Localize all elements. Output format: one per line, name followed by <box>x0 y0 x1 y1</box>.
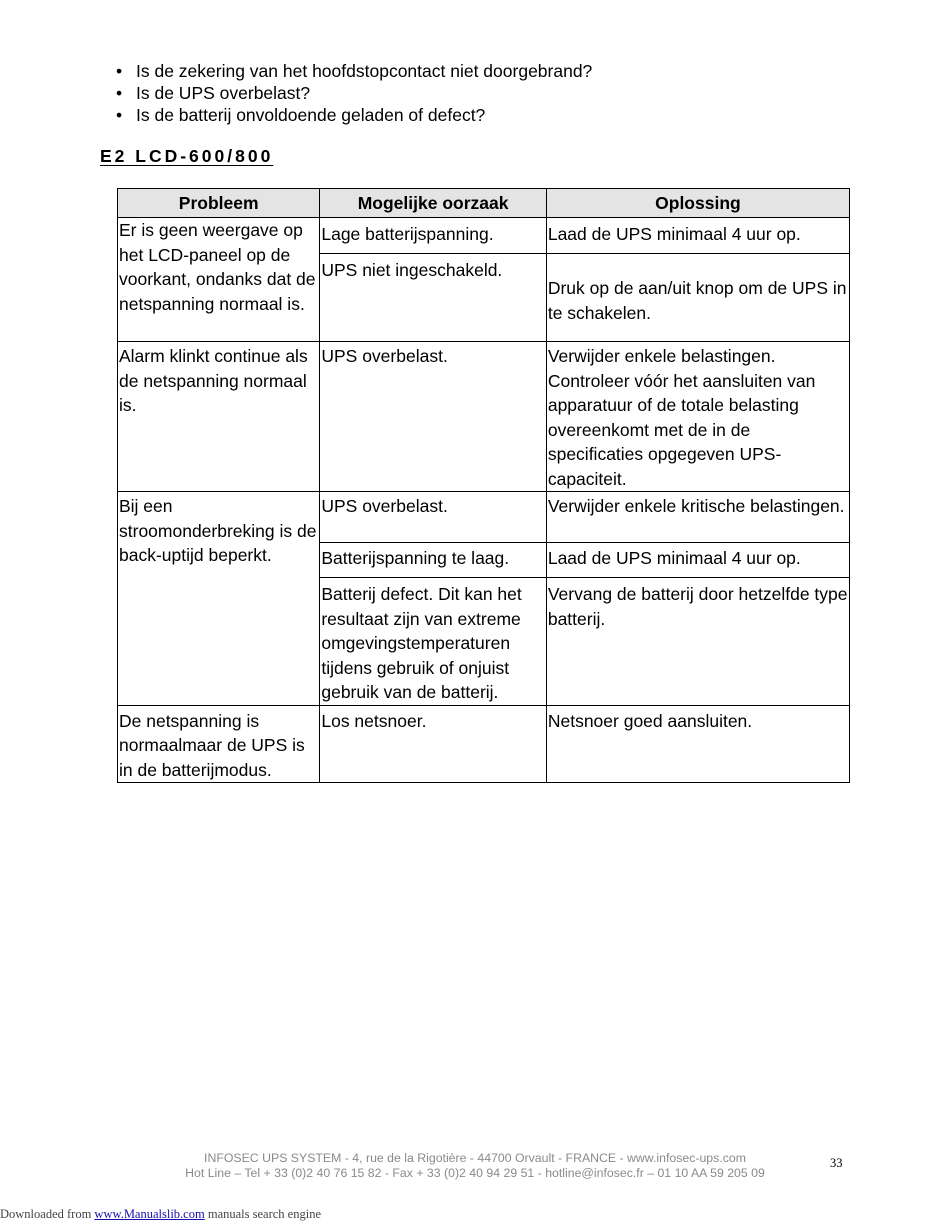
bullet-item: • Is de zekering van het hoofdstopcontact niet doorgebrand? <box>112 60 592 82</box>
solution-cell: Laad de UPS minimaal 4 uur op. <box>546 543 849 578</box>
cause-cell: UPS niet ingeschakeld. <box>320 254 546 342</box>
bullet-list <box>112 60 592 126</box>
problem-cell: Er is geen weergave op het LCD-paneel op de voorkant, ondanks dat de netspanning normaal is. <box>118 218 320 342</box>
table-row <box>118 492 850 543</box>
cause-cell: UPS overbelast. <box>320 492 546 543</box>
download-suffix: manuals search engine <box>204 1207 321 1221</box>
header-solution: Oplossing <box>546 189 849 218</box>
table-row <box>118 342 850 492</box>
cause-cell: Lage batterijspanning. <box>320 218 546 254</box>
header-cause: Mogelijke oorzaak <box>320 189 546 218</box>
table-row <box>118 705 850 783</box>
page-number: 33 <box>830 1156 843 1170</box>
troubleshooting-table <box>117 188 850 783</box>
solution-cell: Verwijder enkele kritische belastingen. <box>546 492 849 543</box>
cause-cell: Los netsnoer. <box>320 705 546 783</box>
bullet-item: • Is de batterij onvoldoende geladen of defect? <box>112 104 592 126</box>
manualslib-link[interactable]: www.Manualslib.com <box>94 1207 205 1221</box>
solution-cell: Vervang de batterij door hetzelfde type batterij. <box>546 578 849 706</box>
solution-cell: Netsnoer goed aansluiten. <box>546 705 849 783</box>
header-problem: Probleem <box>118 189 320 218</box>
footer-address: INFOSEC UPS SYSTEM - 4, rue de la Rigotière - 44700 Orvault - FRANCE - www.infosec-ups.com <box>204 1151 746 1165</box>
cause-cell: Batterij defect. Dit kan het resultaat zijn van extreme omgevingstemperaturen tijdens gebruik of onjuist gebruik van de batterij. <box>320 578 546 706</box>
bullet-item: • Is de UPS overbelast? <box>112 82 592 104</box>
solution-cell: Laad de UPS minimaal 4 uur op. <box>546 218 849 254</box>
table-header-row <box>118 189 850 218</box>
solution-cell: Verwijder enkele belastingen. Controleer vóór het aansluiten van apparatuur of de totale belasting overeenkomt met de in de specificaties opgegeven UPS-capaciteit. <box>546 342 849 492</box>
page-footer <box>0 1151 950 1180</box>
table-row <box>118 218 850 254</box>
download-note <box>0 1207 321 1222</box>
problem-cell: De netspanning is normaalmaar de UPS is in de batterijmodus. <box>118 705 320 783</box>
download-prefix: Downloaded from <box>0 1207 95 1221</box>
footer-hotline: Hot Line – Tel + 33 (0)2 40 76 15 82 - Fax + 33 (0)2 40 94 29 51 - hotline@infosec.fr – 01 10 AA 59 205 09 <box>185 1165 765 1180</box>
cause-cell: UPS overbelast. <box>320 342 546 492</box>
problem-cell: Bij een stroomonderbreking is de back-uptijd beperkt. <box>118 492 320 706</box>
problem-cell: Alarm klinkt continue als de netspanning normaal is. <box>118 342 320 492</box>
solution-cell: Druk op de aan/uit knop om de UPS in te schakelen. <box>546 254 849 342</box>
cause-cell: Batterijspanning te laag. <box>320 543 546 578</box>
section-title: E2 LCD-600/800 <box>100 146 274 166</box>
